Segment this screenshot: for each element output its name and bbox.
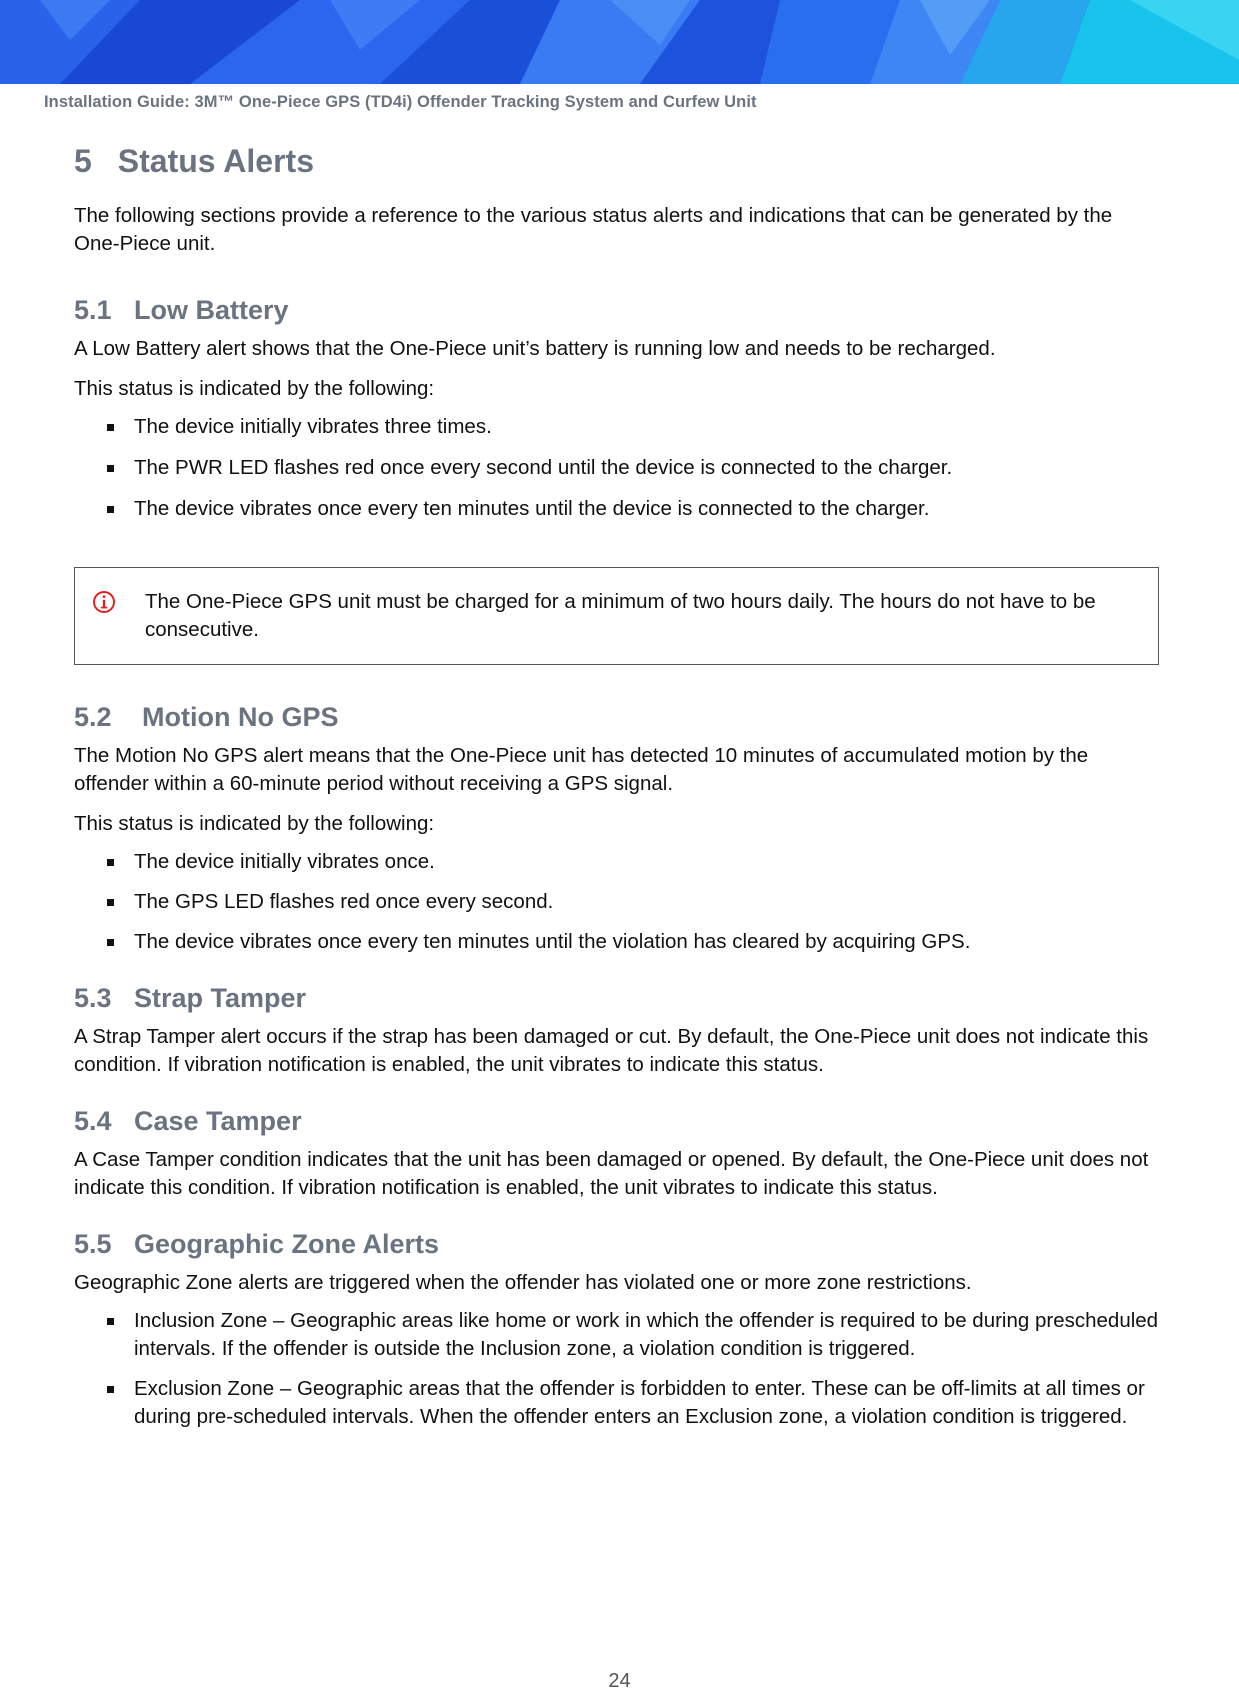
chapter-intro: The following sections provide a reference to the various status alerts and indications that can be generated by the One-Piece unit.	[74, 204, 1113, 255]
section-title: Low Battery	[134, 295, 289, 325]
square-bullet-icon	[107, 465, 114, 472]
paragraph: A Case Tamper condition indicates that the unit has been damaged or opened. By default, the One-Piece unit does not indicate this condition. If vibration notification is enabled, the unit vibrates to indicate this status.	[74, 1148, 1149, 1199]
list-item	[74, 454, 1159, 482]
chapter-title: Status Alerts	[117, 143, 314, 179]
section-heading-motion-no-gps	[74, 697, 1159, 737]
paragraph: This status is indicated by the following:	[74, 812, 435, 835]
list-item-text: The GPS LED flashes red once every second.	[134, 890, 554, 913]
page-number: 24	[608, 1670, 631, 1692]
note-text: The One-Piece GPS unit must be charged for a minimum of two hours daily. The hours do not have to be consecutive.	[145, 590, 1096, 641]
bullet-list	[74, 1307, 1159, 1431]
list-item	[74, 928, 1159, 956]
square-bullet-icon	[107, 1386, 114, 1393]
list-item-text: The PWR LED flashes red once every second until the device is connected to the charger.	[134, 456, 953, 479]
section-number: 5.2	[74, 702, 112, 732]
square-bullet-icon	[107, 939, 114, 946]
section-number: 5.1	[74, 295, 112, 325]
square-bullet-icon	[107, 1318, 114, 1325]
paragraph: The Motion No GPS alert means that the One-Piece unit has detected 10 minutes of accumulated motion by the offender within a 60-minute period without receiving a GPS signal.	[74, 744, 1089, 795]
section-title: Case Tamper	[134, 1106, 302, 1136]
list-item	[74, 413, 1159, 441]
list-item-text: The device initially vibrates once.	[134, 850, 435, 873]
square-bullet-icon	[107, 859, 114, 866]
section-heading-low-battery	[74, 290, 1159, 330]
list-item	[74, 495, 1159, 523]
paragraph: A Strap Tamper alert occurs if the strap has been damaged or cut. By default, the One-Piece unit does not indicate this condition. If vibration notification is enabled, the unit vibrates to indicate this status.	[74, 1025, 1149, 1076]
chapter-heading	[74, 136, 1159, 186]
paragraph: A Low Battery alert shows that the One-Piece unit’s battery is running low and needs to be recharged.	[74, 337, 996, 360]
bullet-list	[74, 848, 1159, 956]
paragraph: Geographic Zone alerts are triggered when the offender has violated one or more zone restrictions.	[74, 1271, 972, 1294]
square-bullet-icon	[107, 899, 114, 906]
banner-graphic	[0, 0, 1239, 84]
running-header-title: Installation Guide: 3M™ One-Piece GPS (TD4i) Offender Tracking System and Curfew Unit	[44, 93, 757, 111]
list-item-text: Inclusion Zone – Geographic areas like home or work in which the offender is required to be during prescheduled intervals. If the offender is outside the Inclusion zone, a violation condition is triggered.	[134, 1309, 1159, 1360]
bullet-list	[74, 413, 1159, 523]
section-title: Strap Tamper	[134, 983, 307, 1013]
list-item-text: The device initially vibrates three times.	[134, 415, 492, 438]
square-bullet-icon	[107, 424, 114, 431]
section-title: Motion No GPS	[142, 702, 339, 732]
header-banner	[0, 0, 1239, 84]
section-heading-case-tamper	[74, 1101, 1159, 1141]
list-item-text: Exclusion Zone – Geographic areas that the offender is forbidden to enter. These can be off-limits at all times or during pre-scheduled intervals. When the offender enters an Exclusion zone, a violation condition is triggered.	[134, 1377, 1145, 1428]
chapter-number: 5	[74, 143, 92, 179]
section-number: 5.4	[74, 1106, 112, 1136]
section-number: 5.3	[74, 983, 112, 1013]
section-heading-strap-tamper	[74, 978, 1159, 1018]
square-bullet-icon	[107, 506, 114, 513]
list-item-text: The device vibrates once every ten minutes until the violation has cleared by acquiring GPS.	[134, 930, 971, 953]
paragraph: This status is indicated by the following:	[74, 377, 435, 400]
list-item	[74, 1375, 1159, 1431]
section-number: 5.5	[74, 1229, 112, 1259]
info-circle-icon	[92, 590, 116, 619]
list-item	[74, 848, 1159, 876]
list-item	[74, 1307, 1159, 1363]
note-box	[74, 567, 1159, 665]
list-item-text: The device vibrates once every ten minutes until the device is connected to the charger.	[134, 497, 930, 520]
section-title: Geographic Zone Alerts	[134, 1229, 440, 1259]
page-content	[74, 136, 1159, 1431]
list-item	[74, 888, 1159, 916]
section-heading-geographic-zone	[74, 1224, 1159, 1264]
